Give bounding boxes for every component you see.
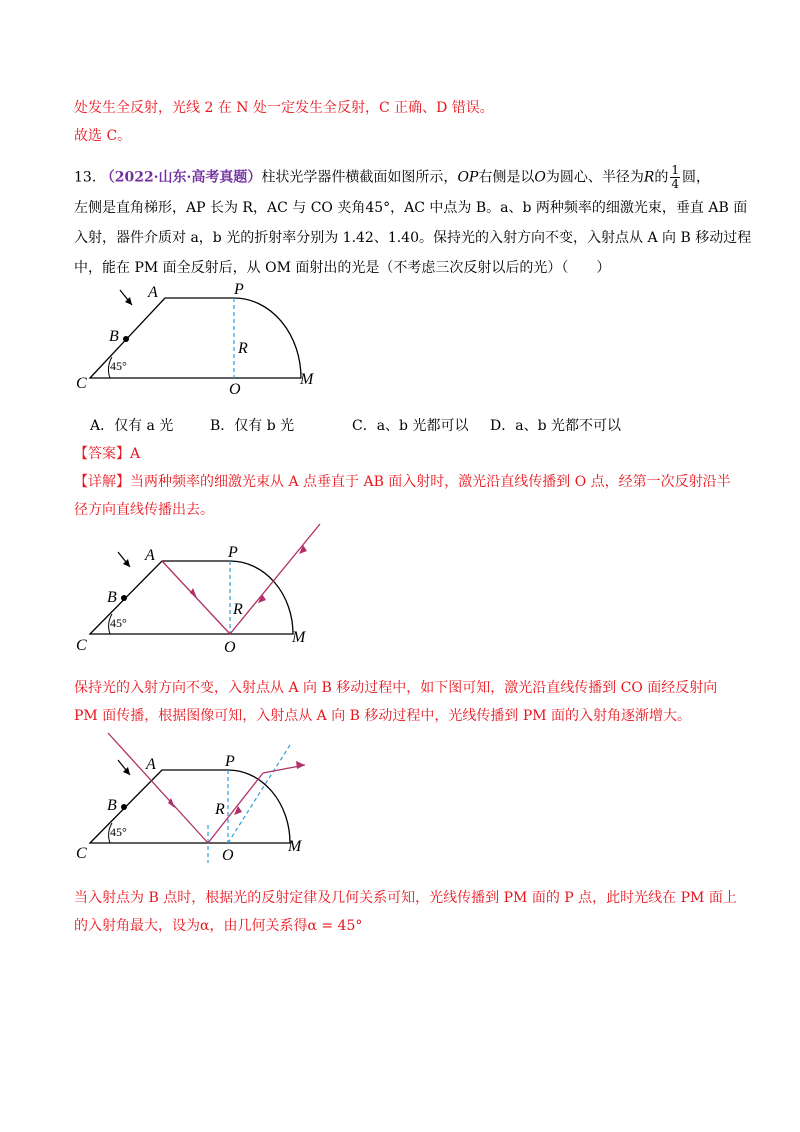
label-a: A (148, 284, 158, 301)
label-c: C (76, 637, 87, 654)
label-c: C (76, 845, 87, 862)
label-b: B (107, 589, 117, 606)
math-r: R (643, 169, 655, 186)
question-text: 为圆心、半径为 (545, 169, 644, 186)
label-a: A (145, 547, 155, 564)
question-number: 13. (74, 169, 97, 186)
label-r: R (215, 801, 225, 818)
label-angle: 45° (110, 359, 127, 373)
label-p: P (225, 753, 235, 770)
question-text: 圆， (682, 169, 711, 186)
label-a: A (146, 756, 156, 773)
label-c: C (76, 375, 87, 392)
detail-p3-line-1: 当入射点为 B 点时，根据光的反射定律及几何关系可知，光线传播到 PM 面的 P 点，此时光线在 PM 面上 (74, 890, 737, 906)
label-b: B (109, 328, 119, 345)
fraction-quarter: $\frac{1}{4}$ (671, 163, 680, 191)
question-line-3: 入射，器件介质对 a，b 光的折射率分别为 1.42、1.40。保持光的入射方向不变，入射点从 A 向 B 移动过程 (74, 230, 752, 246)
option-b[interactable]: B．仅有 b 光 (210, 418, 295, 434)
detail-p1-line-1: 【详解】当两种频率的细激光束从 A 点垂直于 AB 面入射时，激光沿直线传播到 O 点，经第一次反射沿半 (74, 474, 731, 490)
label-o: O (229, 381, 241, 398)
detail-p2-line-2: PM 面传播，根据图像可知，入射点从 A 向 B 移动过程中，光线传播到 PM 面的入射角逐渐增大。 (74, 708, 692, 724)
math-o: O (534, 169, 546, 186)
option-c[interactable]: C．a、b 光都可以 (352, 418, 469, 434)
label-m: M (300, 371, 314, 388)
question-line-2: 左侧是直角梯形，AP 长为 R，AC 与 CO 夹角45°，AC 中点为 B。a、b 两种频率的细激光束，垂直 AB 面 (74, 200, 748, 216)
label-r: R (238, 340, 248, 357)
detail-p2-line-1: 保持光的入射方向不变，入射点从 A 向 B 移动过程中，如下图可知，激光沿直线传播到 CO 面经反射向 (74, 680, 718, 696)
figure-question (70, 275, 330, 400)
continuation-line-1: 处发生全反射，光线 2 在 N 处一定发生全反射，C 正确、D 错误。 (74, 100, 494, 116)
question-line-1 (74, 164, 710, 191)
detail-p3-line-2: 的入射角最大，设为α，由几何关系得α = 45° (74, 918, 363, 934)
option-d[interactable]: D．a、b 光都不可以 (490, 418, 621, 434)
detail-p1-line-2: 径方向直线传播出去。 (74, 502, 214, 518)
label-angle: 45° (110, 825, 127, 839)
label-angle: 45° (110, 616, 127, 630)
label-o: O (222, 847, 234, 864)
answer-line: 【答案】A (74, 446, 141, 462)
question-text: 柱状光学器件横截面如图所示， (261, 169, 458, 186)
label-b: B (107, 797, 117, 814)
figure-detail-1 (70, 515, 360, 660)
question-text: 的 (654, 169, 669, 186)
continuation-line-2: 故选 C。 (74, 128, 132, 144)
label-m: M (288, 838, 302, 855)
math-op: OP (457, 169, 479, 186)
label-m: M (292, 629, 306, 646)
figure-detail-2 (70, 725, 340, 865)
label-r: R (233, 601, 243, 618)
question-line-4: 中，能在 PM 面全反射后，从 OM 面射出的光是（不考虑三次反射以后的光）（ ） (74, 260, 611, 276)
question-text: 右侧是以 (478, 169, 535, 186)
option-a[interactable]: A．仅有 a 光 (90, 418, 174, 434)
label-p: P (234, 281, 244, 298)
label-p: P (228, 544, 238, 561)
question-source-tag: （2022·山东·高考真题） (100, 169, 262, 186)
label-o: O (224, 639, 236, 656)
